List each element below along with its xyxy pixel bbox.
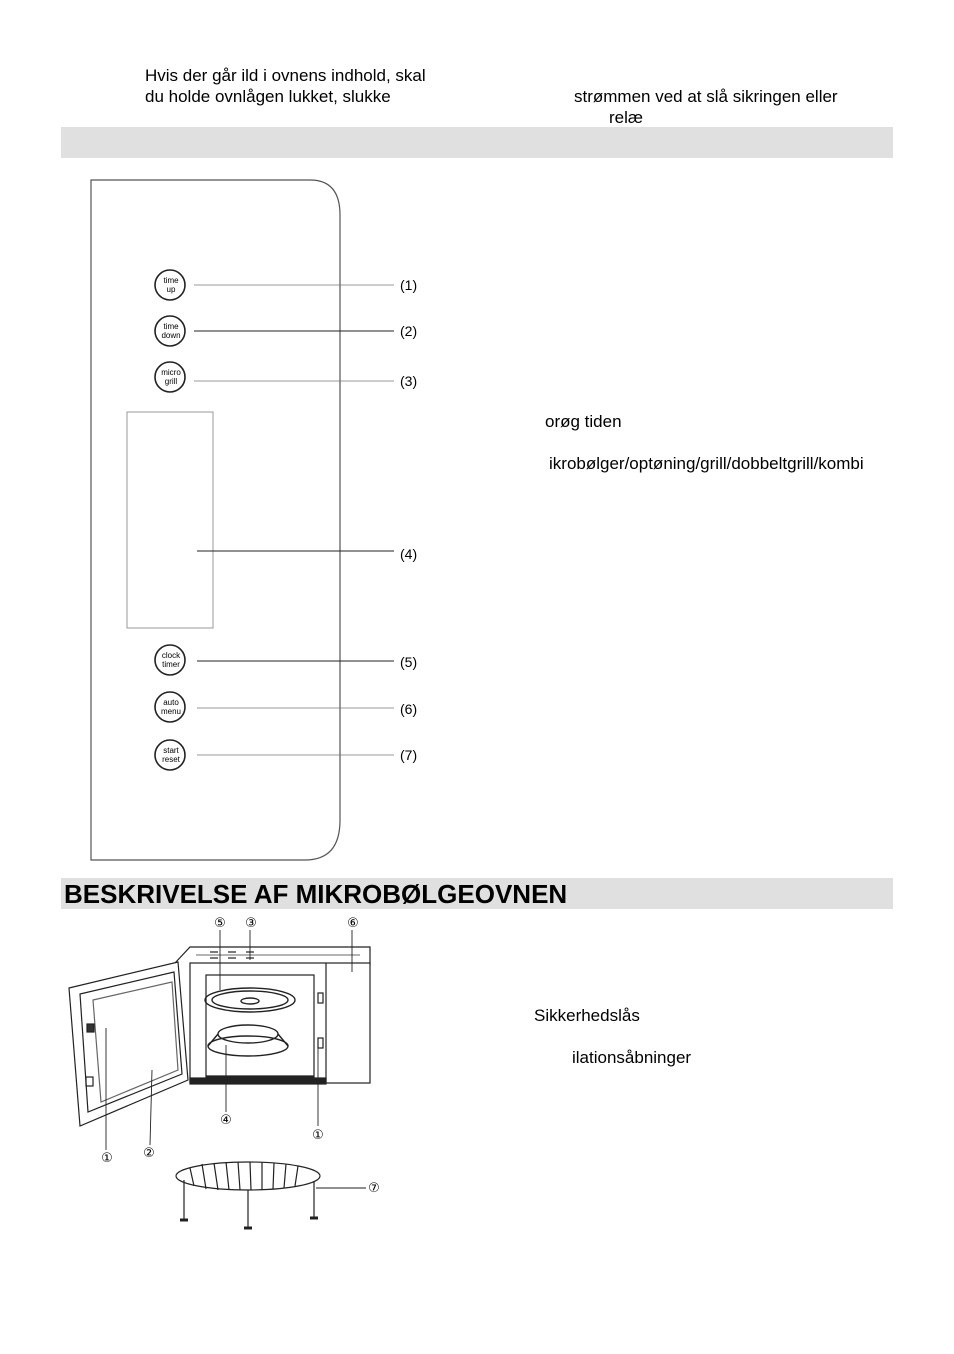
marker-3: ③	[245, 916, 257, 931]
callout-4: (4)	[400, 546, 418, 562]
warning-line-4: relæ	[609, 108, 644, 127]
callout-2: (2)	[400, 323, 418, 339]
legend-safety-lock: Sikkerhedslås	[534, 1006, 640, 1025]
marker-4: ④	[220, 1113, 232, 1128]
marker-2: ②	[143, 1146, 155, 1161]
button-start-reset-line2: reset	[162, 755, 180, 764]
oven-door	[69, 962, 188, 1126]
legend-vents: ilationsåbninger	[572, 1048, 692, 1067]
note-micro-grill: ikrobølger/optøning/grill/dobbeltgrill/kombi	[549, 454, 864, 473]
oven-base-strip	[190, 1078, 326, 1084]
callout-5: (5)	[400, 654, 418, 670]
warning-line-1: Hvis der går ild i ovnens indhold, skal	[145, 66, 426, 85]
button-time-up-line1: time	[163, 276, 179, 285]
callout-7: (7)	[400, 747, 418, 763]
callout-6: (6)	[400, 701, 418, 717]
button-clock-timer-line2: timer	[162, 660, 180, 669]
callout-3: (3)	[400, 373, 418, 389]
oven-body	[175, 947, 370, 1084]
button-micro-grill-line1: micro	[161, 368, 181, 377]
button-time-down-line2: down	[161, 331, 181, 340]
note-time-up: orøg tiden	[545, 412, 622, 431]
warning-line-2: du holde ovnlågen lukket, slukke	[145, 87, 391, 106]
marker-7: ⑦	[368, 1181, 380, 1196]
button-auto-menu-line1: auto	[163, 698, 179, 707]
marker-1-right: ①	[312, 1128, 324, 1143]
marker-6: ⑥	[347, 916, 359, 931]
callout-1: (1)	[400, 277, 418, 293]
warning-line-3: strømmen ved at slå sikringen eller	[574, 87, 838, 106]
door-latch-top	[87, 1024, 94, 1032]
marker-5: ⑤	[214, 916, 226, 931]
section-heading: BESKRIVELSE AF MIKROBØLGEOVNEN	[64, 879, 568, 909]
button-micro-grill-line2: grill	[164, 377, 178, 386]
button-time-up-line2: up	[166, 285, 176, 294]
grill-rack	[176, 1162, 320, 1228]
button-time-down-line1: time	[163, 322, 179, 331]
button-start-reset-line1: start	[163, 746, 179, 755]
button-clock-timer-line1: clock	[161, 651, 181, 660]
button-auto-menu-line2: menu	[160, 707, 182, 716]
marker-1-left: ①	[101, 1151, 113, 1166]
